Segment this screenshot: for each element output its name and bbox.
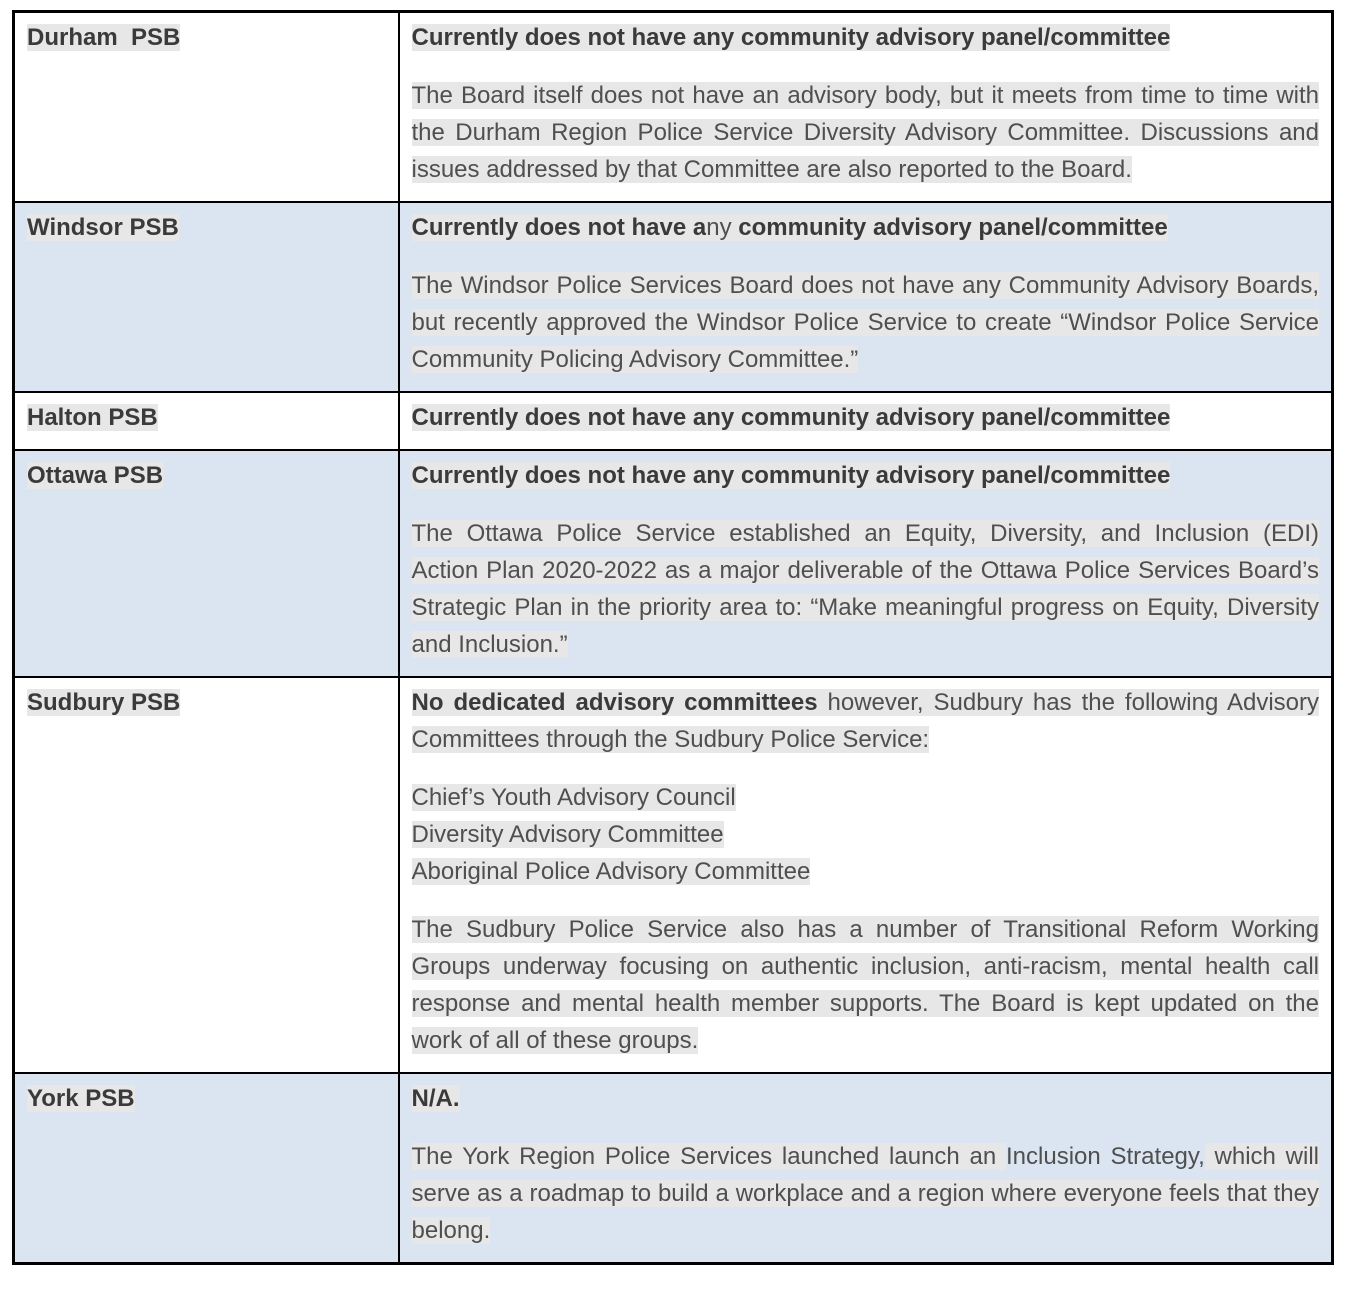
psb-name-halton: Halton PSB <box>27 404 158 431</box>
body-paragraph-text-1: The York Region Police Services launched launch an <box>411 1143 1007 1170</box>
label-cell-ottawa <box>14 450 399 677</box>
label-cell-durham <box>14 12 399 203</box>
table-row-windsor <box>14 202 1333 392</box>
body-paragraph <box>412 515 1320 663</box>
body-paragraph-text: The Ottawa Police Service established an Equity, Diversity, and Inclusion (EDI) Action Plan 2020-2022 as a major deliverable of the Ottawa Police Services Board’s Strategic Plan in the priority area to: “Make meaningful progress on Equity, Diversity and Inclusion.” <box>411 520 1319 658</box>
finding-heading-text: Currently does not have any community advisory panel/committee <box>411 404 1171 431</box>
finding-heading-text-regular: however, Sudbury has the following Advisory Committees through the Sudbury Police Service: <box>411 689 1319 753</box>
psb-advisory-table <box>12 10 1334 1265</box>
finding-heading-text: Currently does not have any community advisory panel/committee <box>411 462 1171 489</box>
body-paragraph <box>412 1138 1320 1249</box>
table-row-york <box>14 1073 1333 1264</box>
finding-heading-text: N/A. <box>411 1085 460 1112</box>
body-paragraph-text: The Windsor Police Services Board does not have any Community Advisory Boards, but recently approved the Windsor Police Service to create “Windsor Police Service Community Policing Advisory Committee.” <box>411 272 1319 373</box>
finding-heading <box>412 1080 1320 1117</box>
label-cell-sudbury <box>14 677 399 1073</box>
list-item-text: Diversity Advisory Committee <box>411 821 724 848</box>
finding-heading <box>412 209 1320 246</box>
table-row-halton <box>14 392 1333 450</box>
body-paragraph-text-unhighlighted: Inclusion Strategy, <box>1006 1143 1205 1170</box>
psb-name-ottawa: Ottawa PSB <box>27 462 164 489</box>
table-row-ottawa <box>14 450 1333 677</box>
list-item <box>412 779 1320 816</box>
content-cell-ottawa <box>399 450 1333 677</box>
psb-name-sudbury: Sudbury PSB <box>27 689 181 716</box>
content-cell-york <box>399 1073 1333 1264</box>
content-cell-durham <box>399 12 1333 203</box>
list-item <box>412 853 1320 890</box>
list-item <box>412 816 1320 853</box>
content-cell-sudbury <box>399 677 1333 1073</box>
finding-heading <box>412 684 1320 758</box>
psb-name-windsor: Windsor PSB <box>27 214 179 241</box>
finding-heading <box>412 399 1320 436</box>
table-row-durham <box>14 12 1333 203</box>
finding-heading <box>412 19 1320 56</box>
finding-heading-text-bold: Currently does not have a <box>411 214 707 241</box>
body-paragraph-text: The Sudbury Police Service also has a number of Transitional Reform Working Groups underway focusing on authentic inclusion, anti-racism, mental health call response and mental health member supports. The Board is kept updated on the work of all of these groups. <box>411 916 1319 1054</box>
content-cell-halton <box>399 392 1333 450</box>
label-cell-halton <box>14 392 399 450</box>
list-item-text: Aboriginal Police Advisory Committee <box>411 858 811 885</box>
label-cell-york <box>14 1073 399 1264</box>
finding-heading-text-bold: No dedicated advisory committees <box>411 689 818 716</box>
psb-name-york: York PSB <box>27 1085 135 1112</box>
body-paragraph <box>412 77 1320 188</box>
list-item-text: Chief’s Youth Advisory Council <box>411 784 736 811</box>
label-cell-windsor <box>14 202 399 392</box>
content-cell-windsor <box>399 202 1333 392</box>
finding-heading <box>412 457 1320 494</box>
finding-heading-text: Currently does not have any community advisory panel/committee <box>411 24 1171 51</box>
finding-heading-text-regular: ny <box>706 214 739 241</box>
body-paragraph <box>412 911 1320 1059</box>
body-paragraph <box>412 267 1320 378</box>
table-row-sudbury <box>14 677 1333 1073</box>
body-paragraph-text: The Board itself does not have an advisory body, but it meets from time to time with the Durham Region Police Service Diversity Advisory Committee. Discussions and issues addressed by that Committee are also reported to the Board. <box>411 82 1319 183</box>
body-paragraph-text-2: which will serve as a roadmap to build a workplace and a region where everyone feels that they belong. <box>411 1143 1320 1244</box>
psb-name-durham: Durham PSB <box>27 24 181 51</box>
finding-heading-text-bold2: community advisory panel/committee <box>738 214 1168 241</box>
